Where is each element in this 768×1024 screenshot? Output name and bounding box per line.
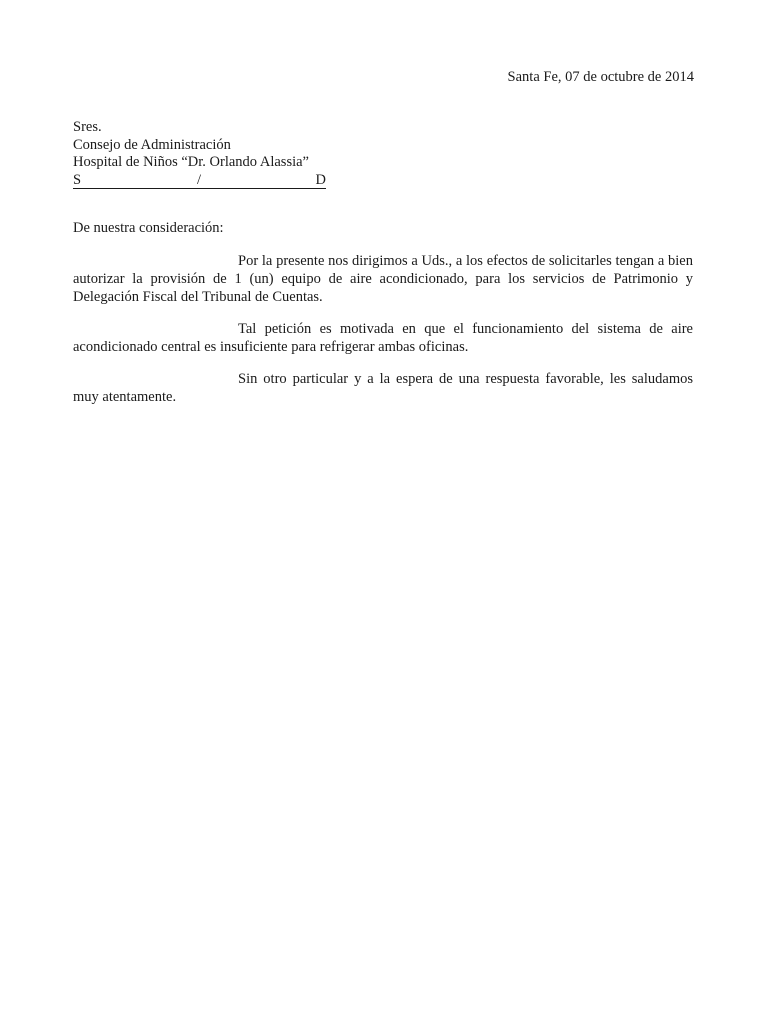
letter-date: Santa Fe, 07 de octubre de 2014	[507, 69, 694, 85]
body-paragraph-1: Por la presente nos dirigimos a Uds., a los efectos de solicitarles tengan a bien autorizar la provisión de 1 (un) equipo de aire acondicionado, para los servicios de Patrimonio y Delegación Fiscal del Tribunal de Cuentas.	[73, 253, 693, 305]
sd-line	[73, 172, 326, 190]
addressee-salutation: Sres.	[73, 119, 102, 135]
body-paragraph-2: Tal petición es motivada en que el funcionamiento del sistema de aire acondicionado central es insuficiente para refrigerar ambas oficinas.	[73, 321, 693, 355]
body-paragraph-3: Sin otro particular y a la espera de una respuesta favorable, les saludamos muy atentamente.	[73, 371, 693, 405]
sd-d: D	[315, 171, 326, 188]
sd-slash: /	[197, 171, 202, 188]
addressee-organization: Consejo de Administración	[73, 136, 231, 153]
sd-s: S	[73, 171, 82, 188]
letter-greeting: De nuestra consideración:	[73, 220, 224, 236]
addressee-institution: Hospital de Niños “Dr. Orlando Alassia”	[73, 154, 309, 170]
addressee-block	[73, 119, 326, 189]
